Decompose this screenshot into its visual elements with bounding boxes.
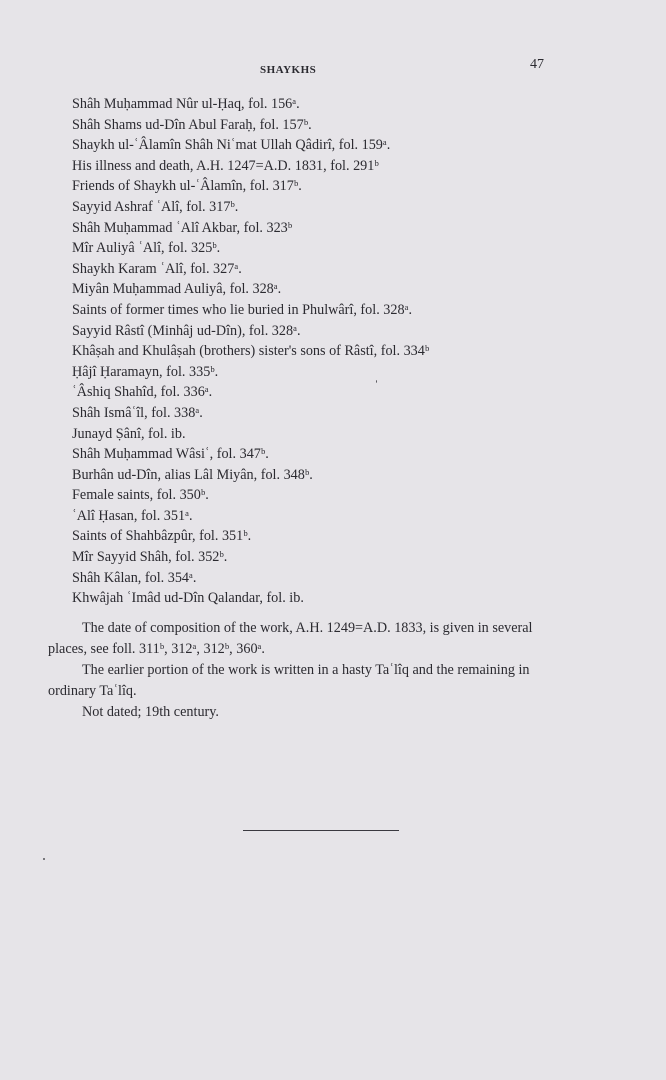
contents-entry: Sayyid Ashraf ʿAlî, fol. 317ᵇ. xyxy=(72,198,239,215)
contents-entry: Shâh Muḥammad ʿAlî Akbar, fol. 323ᵇ xyxy=(72,219,293,236)
script-style-note: The earlier portion of the work is written in a hasty Taʿlîq and the remaining in ordinary Taʿlîq. xyxy=(48,662,530,699)
contents-entry: Shâh Muḥammad Wâsiʿ, fol. 347ᵇ. xyxy=(72,446,269,463)
paper-speck xyxy=(43,858,45,860)
dating-note: Not dated; 19th century. xyxy=(82,704,219,720)
contents-entry: Khwâjah ʿImâd ud-Dîn Qalandar, fol. ib. xyxy=(72,590,304,607)
contents-entry: Shâh Shams ud-Dîn Abul Faraḥ, fol. 157ᵇ. xyxy=(72,116,312,133)
end-rule-divider xyxy=(243,830,399,831)
running-header-title: SHAYKHS xyxy=(260,64,317,76)
contents-entry: Mîr Auliyâ ʿAlî, fol. 325ᵇ. xyxy=(72,240,221,257)
contents-entry: Shaykh Karam ʿAlî, fol. 327ᵃ. xyxy=(72,260,242,277)
contents-entry: Burhân ud-Dîn, alias Lâl Miyân, fol. 348ᵇ. xyxy=(72,466,313,483)
contents-entry: Miyân Muḥammad Auliyâ, fol. 328ᵃ. xyxy=(72,281,282,298)
contents-entry: Saints of former times who lie buried in Phulwârî, fol. 328ᵃ. xyxy=(72,301,412,318)
contents-entry: Ḥâjî Ḥaramayn, fol. 335ᵇ. xyxy=(72,363,219,380)
contents-entry: Mîr Sayyid Shâh, fol. 352ᵇ. xyxy=(72,549,228,566)
contents-entry: Shâh Kâlan, fol. 354ᵃ. xyxy=(72,569,197,586)
contents-entry: Shaykh ul-ʿÂlamîn Shâh Niʿmat Ullah Qâdirî, fol. 159ᵃ. xyxy=(72,137,391,154)
contents-entry: Saints of Shahbâzpûr, fol. 351ᵇ. xyxy=(72,528,252,545)
paper-speck xyxy=(376,380,377,383)
contents-entry: Khâṣah and Khulâṣah (brothers) sister's sons of Râstî, fol. 334ᵇ xyxy=(72,343,430,360)
composition-date-note: The date of composition of the work, A.H. 1249=A.D. 1833, is given in several places, see foll. 311ᵇ, 312ᵃ, 312ᵇ, 360ᵃ. xyxy=(48,620,533,657)
description-notes xyxy=(48,618,568,723)
contents-entry: Sayyid Râstî (Minhâj ud-Dîn), fol. 328ᵃ. xyxy=(72,322,301,339)
contents-entry: His illness and death, A.H. 1247=A.D. 1831, fol. 291ᵇ xyxy=(72,157,379,174)
contents-entry: Junayd Ṣânî, fol. ib. xyxy=(72,425,186,442)
page-number: 47 xyxy=(530,57,544,72)
contents-list xyxy=(72,94,592,609)
contents-entry: Friends of Shaykh ul-ʿÂlamîn, fol. 317ᵇ. xyxy=(72,178,302,195)
contents-entry: Shâh Muḥammad Nûr ul-Ḥaq, fol. 156ᵃ. xyxy=(72,96,300,112)
contents-entry: ʿÂshiq Shahîd, fol. 336ᵃ. xyxy=(72,384,213,401)
contents-entry: Shâh Ismâʿîl, fol. 338ᵃ. xyxy=(72,404,203,421)
contents-entry: ʿAlî Ḥasan, fol. 351ᵃ. xyxy=(72,507,193,524)
contents-entry: Female saints, fol. 350ᵇ. xyxy=(72,487,209,504)
